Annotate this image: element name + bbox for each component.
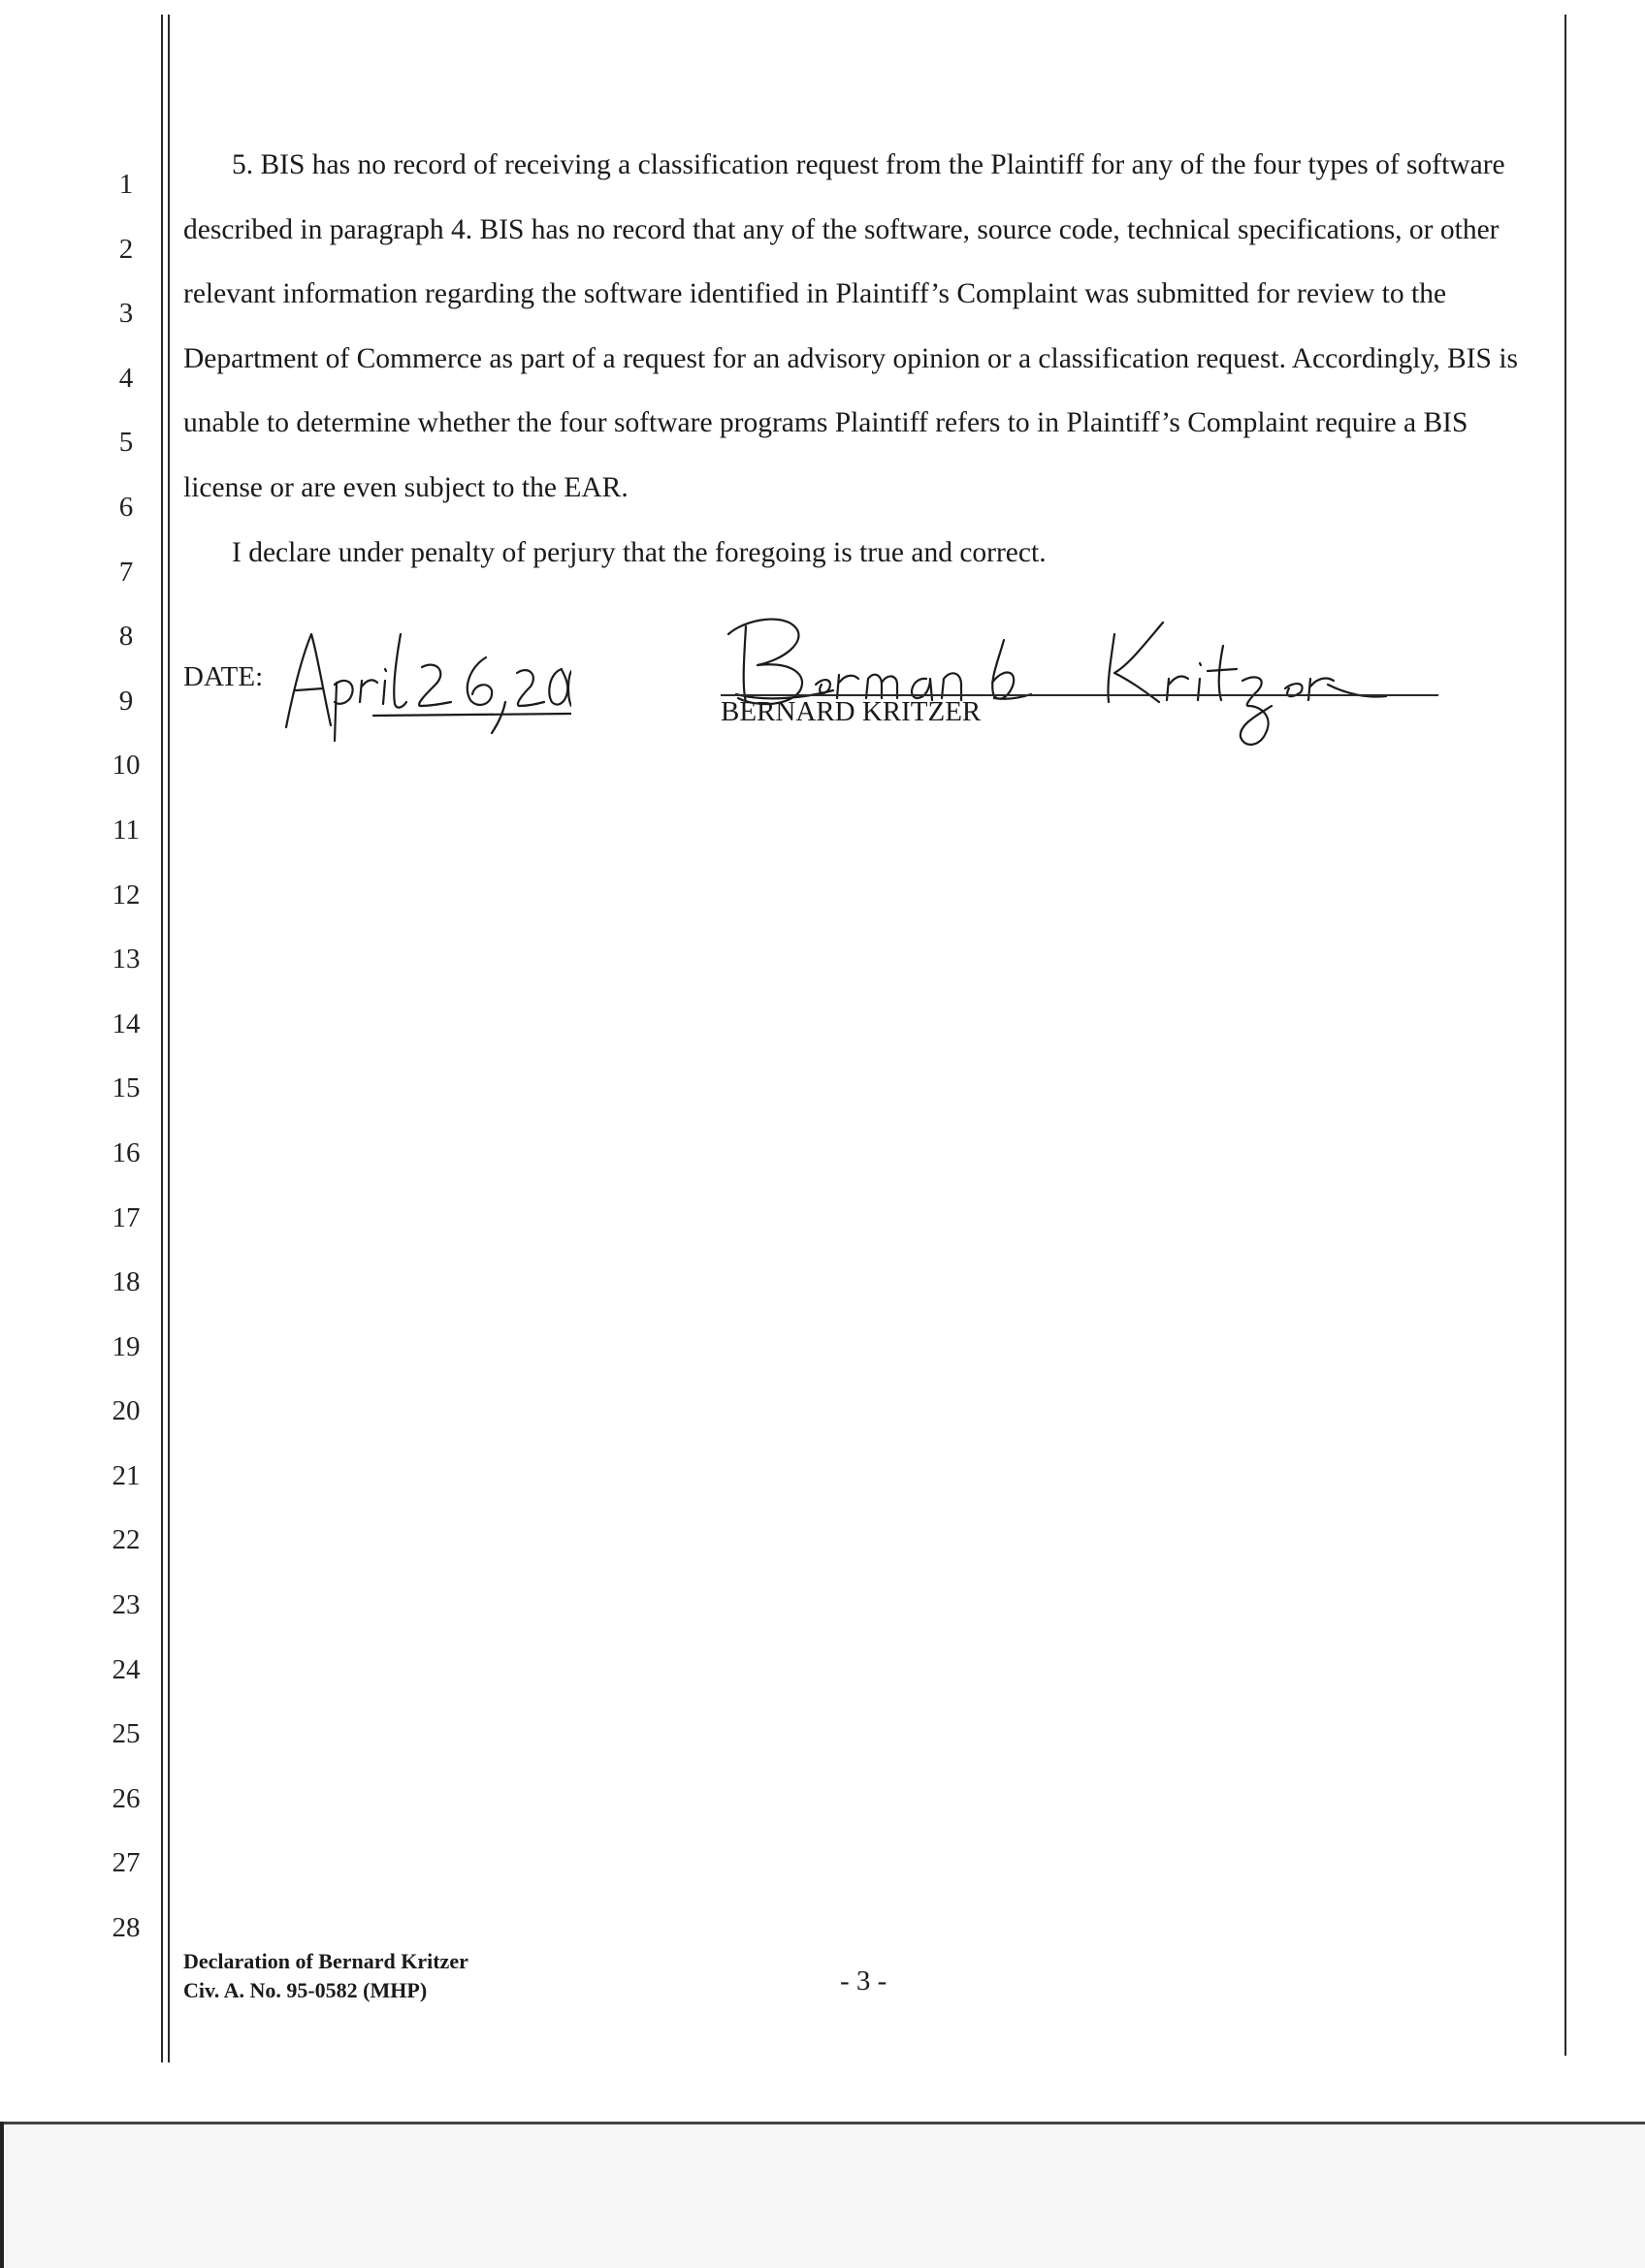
- line-number: 18: [112, 1266, 141, 1298]
- line-number: 24: [112, 1653, 141, 1685]
- line-number: 13: [112, 943, 141, 975]
- line-number: 9: [118, 685, 134, 717]
- footer-case-number: Civ. A. No. 95-0582 (MHP): [183, 1978, 428, 2002]
- handwritten-signature: [707, 601, 1396, 756]
- line-number: 4: [118, 362, 134, 394]
- line-number: 25: [112, 1718, 141, 1750]
- line-number: 14: [112, 1007, 141, 1039]
- line-number: 19: [112, 1330, 141, 1362]
- line-number: 28: [112, 1912, 141, 1944]
- left-margin-rule-outer: [161, 15, 163, 2062]
- signer-name: BERNARD KRITZER: [721, 696, 982, 727]
- line-number: 22: [112, 1524, 141, 1556]
- scan-background: [0, 2122, 1645, 2268]
- line-number: 16: [112, 1136, 141, 1168]
- page-bottom-edge: [0, 2122, 1645, 2124]
- line-number: 8: [118, 621, 134, 653]
- line-number: 2: [118, 233, 134, 265]
- signature-block: [183, 621, 1260, 747]
- line-number: 11: [113, 814, 140, 846]
- line-number: 1: [118, 169, 134, 200]
- page-number: - 3 -: [840, 1965, 887, 1996]
- date-label: DATE:: [183, 661, 264, 692]
- line-number: 3: [118, 298, 134, 330]
- line-number: 23: [112, 1589, 141, 1621]
- line-number: 12: [112, 878, 141, 910]
- footer-document-title: Declaration of Bernard Kritzer: [183, 1949, 468, 1973]
- line-number: 20: [112, 1395, 141, 1427]
- line-number: 21: [112, 1459, 141, 1491]
- line-number: 10: [112, 750, 141, 782]
- line-number: 26: [112, 1782, 141, 1814]
- line-number: 7: [118, 556, 134, 588]
- left-margin-rule-inner: [168, 15, 170, 2062]
- declaration-body: [183, 133, 1551, 585]
- perjury-statement: I declare under penalty of perjury that the foregoing is true and correct.: [232, 536, 1047, 568]
- paragraph-5: 5. BIS has no record of receiving a classification request from the Plaintiff for any of the four types of software described in paragraph 4. BIS has no record that any of the software, source code, technical specifications, or other relevant information regarding the software identified in Plaintiff’s Complaint was submitted for review to the Department of Commerce as part of a request for an advisory opinion or a classification request. Accordingly, BIS is unable to determine whether the four software programs Plaintiff refers to in Plaintiff’s Complaint require a BIS license or are even subject to the EAR.: [183, 149, 1518, 503]
- line-number: 5: [118, 427, 134, 459]
- pleading-line-numbers: [97, 152, 155, 1961]
- handwritten-date: [280, 621, 571, 747]
- line-number: 15: [112, 1072, 141, 1104]
- right-margin-rule: [1564, 15, 1566, 2056]
- line-number: 27: [112, 1847, 141, 1879]
- line-number: 17: [112, 1201, 141, 1233]
- page-corner-edge: [0, 2122, 4, 2268]
- footer-case-caption: [183, 1947, 468, 2005]
- line-number: 6: [118, 491, 134, 523]
